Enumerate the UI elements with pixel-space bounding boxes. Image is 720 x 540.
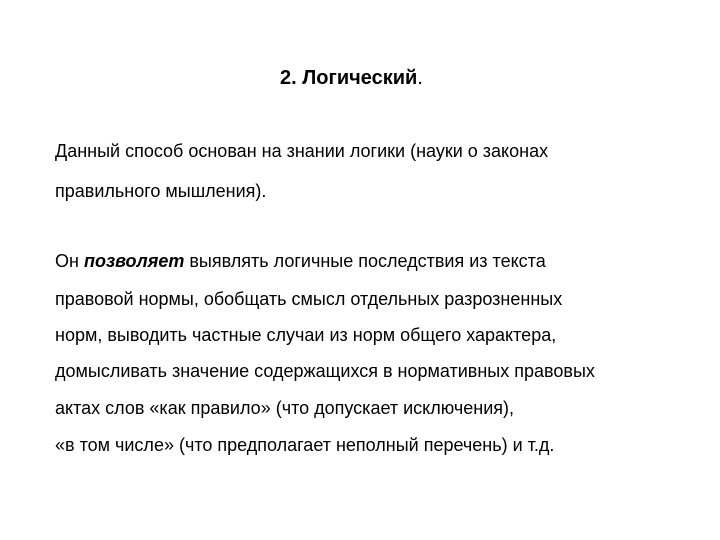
paragraph2-line-5: актах слов «как правило» (что допускает исключения), [55,398,514,418]
paragraph2-line-1-prefix: Он [55,251,84,271]
paragraph1-line-2: правильного мышления). [55,181,267,201]
slide-title-main: 2. Логический [280,67,418,89]
paragraph2-line-3: норм, выводить частные случаи из норм общего характера, [55,325,557,345]
paragraph2-line-1 [55,249,546,273]
paragraph1-line-1: Данный способ основан на знании логики (науки о законах [55,141,549,161]
slide-title [280,64,423,92]
paragraph2-line-2: правовой нормы, обобщать смысл отдельных разрозненных [55,289,563,309]
paragraph2-line-6: «в том числе» (что предполагает неполный перечень) и т.д. [55,435,555,455]
slide-title-period: . [417,67,423,89]
paragraph2-line-4: домысливать значение содержащихся в нормативных правовых [55,361,595,381]
emphasis-word: позволяет [83,251,185,271]
paragraph2-line-1-suffix: выявлять логичные последствия из текста [184,251,546,271]
